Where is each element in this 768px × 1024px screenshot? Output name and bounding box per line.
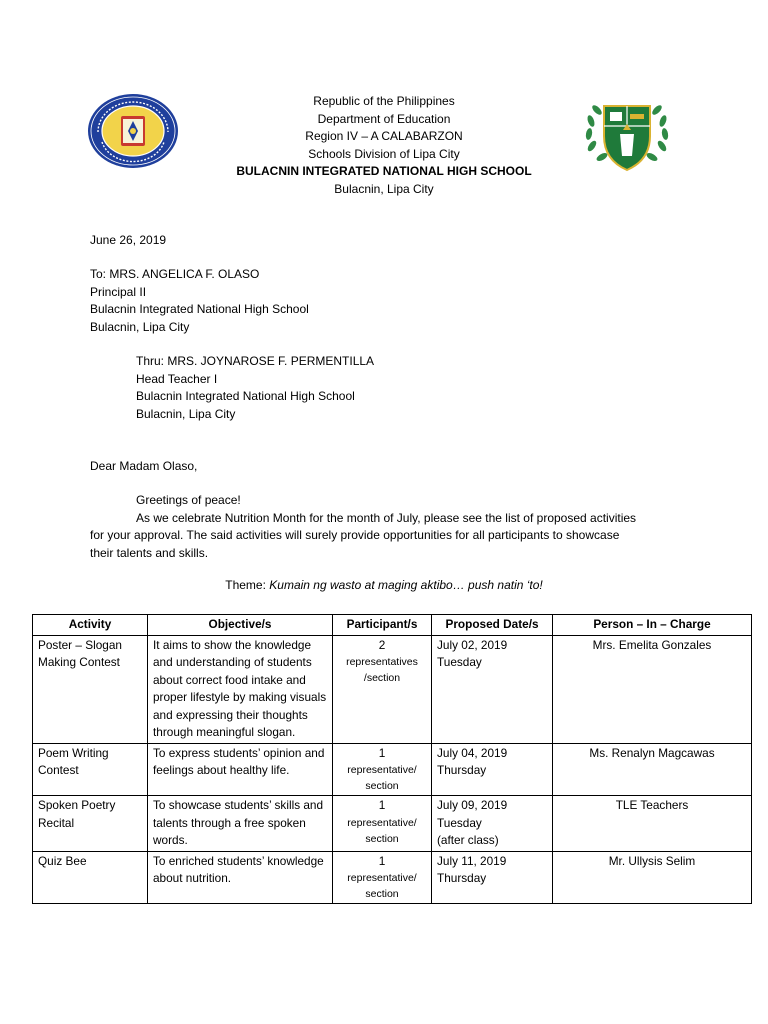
table-row xyxy=(33,743,752,796)
activities-table xyxy=(32,614,752,904)
day-value: Tuesday xyxy=(437,655,482,669)
activity-cell: Poster – Slogan Making Contest xyxy=(33,635,148,743)
date-value: July 09, 2019 xyxy=(437,798,508,812)
thru-name: Thru: MRS. JOYNAROSE F. PERMENTILLA xyxy=(136,354,375,368)
recipient-block xyxy=(90,266,309,336)
day-value: Thursday xyxy=(437,871,487,885)
recipient-position: Principal II xyxy=(90,284,147,299)
body-line-2: for your approval. The said activities will surely provide opportunities for all participants to showcase xyxy=(90,528,620,542)
date-cell xyxy=(432,851,553,904)
header-participants: Participant/s xyxy=(333,615,432,636)
activity-cell: Poem Writing Contest xyxy=(33,743,148,796)
letterhead-department: Department of Education xyxy=(317,111,451,126)
theme-text: Kumain ng wasto at maging aktibo… push natin ‘to! xyxy=(269,578,543,592)
letter-body xyxy=(90,492,690,562)
letterhead-region: Region IV – A CALABARZON xyxy=(305,129,463,143)
date-cell xyxy=(432,743,553,796)
person-cell: Ms. Renalyn Magcawas xyxy=(553,743,752,796)
recipient-school: Bulacnin Integrated National High School xyxy=(90,302,309,316)
theme-line xyxy=(0,578,768,592)
table-row xyxy=(33,851,752,904)
thru-school: Bulacnin Integrated National High School xyxy=(136,389,355,403)
thru-position: Head Teacher I xyxy=(136,371,218,386)
day-value: Tuesday xyxy=(437,815,482,830)
objective-cell: To express students’ opinion and feelings about healthy life. xyxy=(148,743,333,796)
letterhead-school-name: BULACNIN INTEGRATED NATIONAL HIGH SCHOOL xyxy=(236,164,532,178)
participant-count: 1 xyxy=(378,798,386,812)
thru-address: Bulacnin, Lipa City xyxy=(136,406,236,421)
letterhead-address: Bulacnin, Lipa City xyxy=(334,181,434,196)
participants-cell xyxy=(333,796,432,852)
objective-cell: To showcase students’ skills and talents through a free spoken words. xyxy=(148,796,333,852)
letterhead-country: Republic of the Philippines xyxy=(313,94,455,108)
person-cell: TLE Teachers xyxy=(553,796,752,852)
body-line-1: As we celebrate Nutrition Month for the month of July, please see the list of proposed activities xyxy=(136,510,637,525)
header-person-in-charge: Person – In – Charge xyxy=(553,615,752,636)
activity-cell: Quiz Bee xyxy=(33,851,148,904)
table-row xyxy=(33,635,752,743)
deped-seal-logo xyxy=(86,92,180,170)
person-cell: Mr. Ullysis Selim xyxy=(553,851,752,904)
table-row xyxy=(33,796,752,852)
date-value: July 02, 2019 xyxy=(437,637,508,652)
participant-count: 2 xyxy=(378,637,386,652)
objective-cell: To enriched students’ knowledge about nutrition. xyxy=(148,851,333,904)
participant-unit: representative/ section xyxy=(347,816,417,845)
header-date: Proposed Date/s xyxy=(432,615,553,636)
day-value: Thursday xyxy=(437,763,487,777)
table-header-row xyxy=(33,615,752,636)
participants-cell xyxy=(333,851,432,904)
participant-count: 1 xyxy=(378,853,386,868)
participant-count: 1 xyxy=(378,745,386,760)
letter-date: June 26, 2019 xyxy=(90,233,167,247)
recipient-address: Bulacnin, Lipa City xyxy=(90,319,190,334)
participant-unit: representatives /section xyxy=(346,656,418,684)
salutation: Dear Madam Olaso, xyxy=(90,459,198,473)
recipient-name: To: MRS. ANGELICA F. OLASO xyxy=(90,267,260,281)
activity-cell: Spoken Poetry Recital xyxy=(33,796,148,852)
greeting: Greetings of peace! xyxy=(136,493,241,507)
participants-cell xyxy=(333,743,432,796)
letterhead-division: Schools Division of Lipa City xyxy=(308,146,460,161)
date-cell xyxy=(432,635,553,743)
participants-cell xyxy=(333,635,432,743)
letterhead xyxy=(200,93,568,198)
school-crest-logo xyxy=(580,94,674,174)
participant-unit: representative/ section xyxy=(347,764,417,792)
date-note: (after class) xyxy=(437,833,499,847)
header-objective: Objective/s xyxy=(148,615,333,636)
participant-unit: representative/ section xyxy=(347,872,417,900)
person-cell: Mrs. Emelita Gonzales xyxy=(553,635,752,743)
body-line-3: their talents and skills. xyxy=(90,545,209,560)
header-activity: Activity xyxy=(33,615,148,636)
objective-cell: It aims to show the knowledge and understanding of students about correct food intake and proper lifestyle by making visuals and expressing their thoughts through meaningful slogan. xyxy=(148,635,333,743)
thru-block xyxy=(136,353,374,423)
date-value: July 11, 2019 xyxy=(437,853,507,868)
date-value: July 04, 2019 xyxy=(437,745,508,760)
theme-label: Theme: xyxy=(225,578,266,592)
date-cell xyxy=(432,796,553,852)
